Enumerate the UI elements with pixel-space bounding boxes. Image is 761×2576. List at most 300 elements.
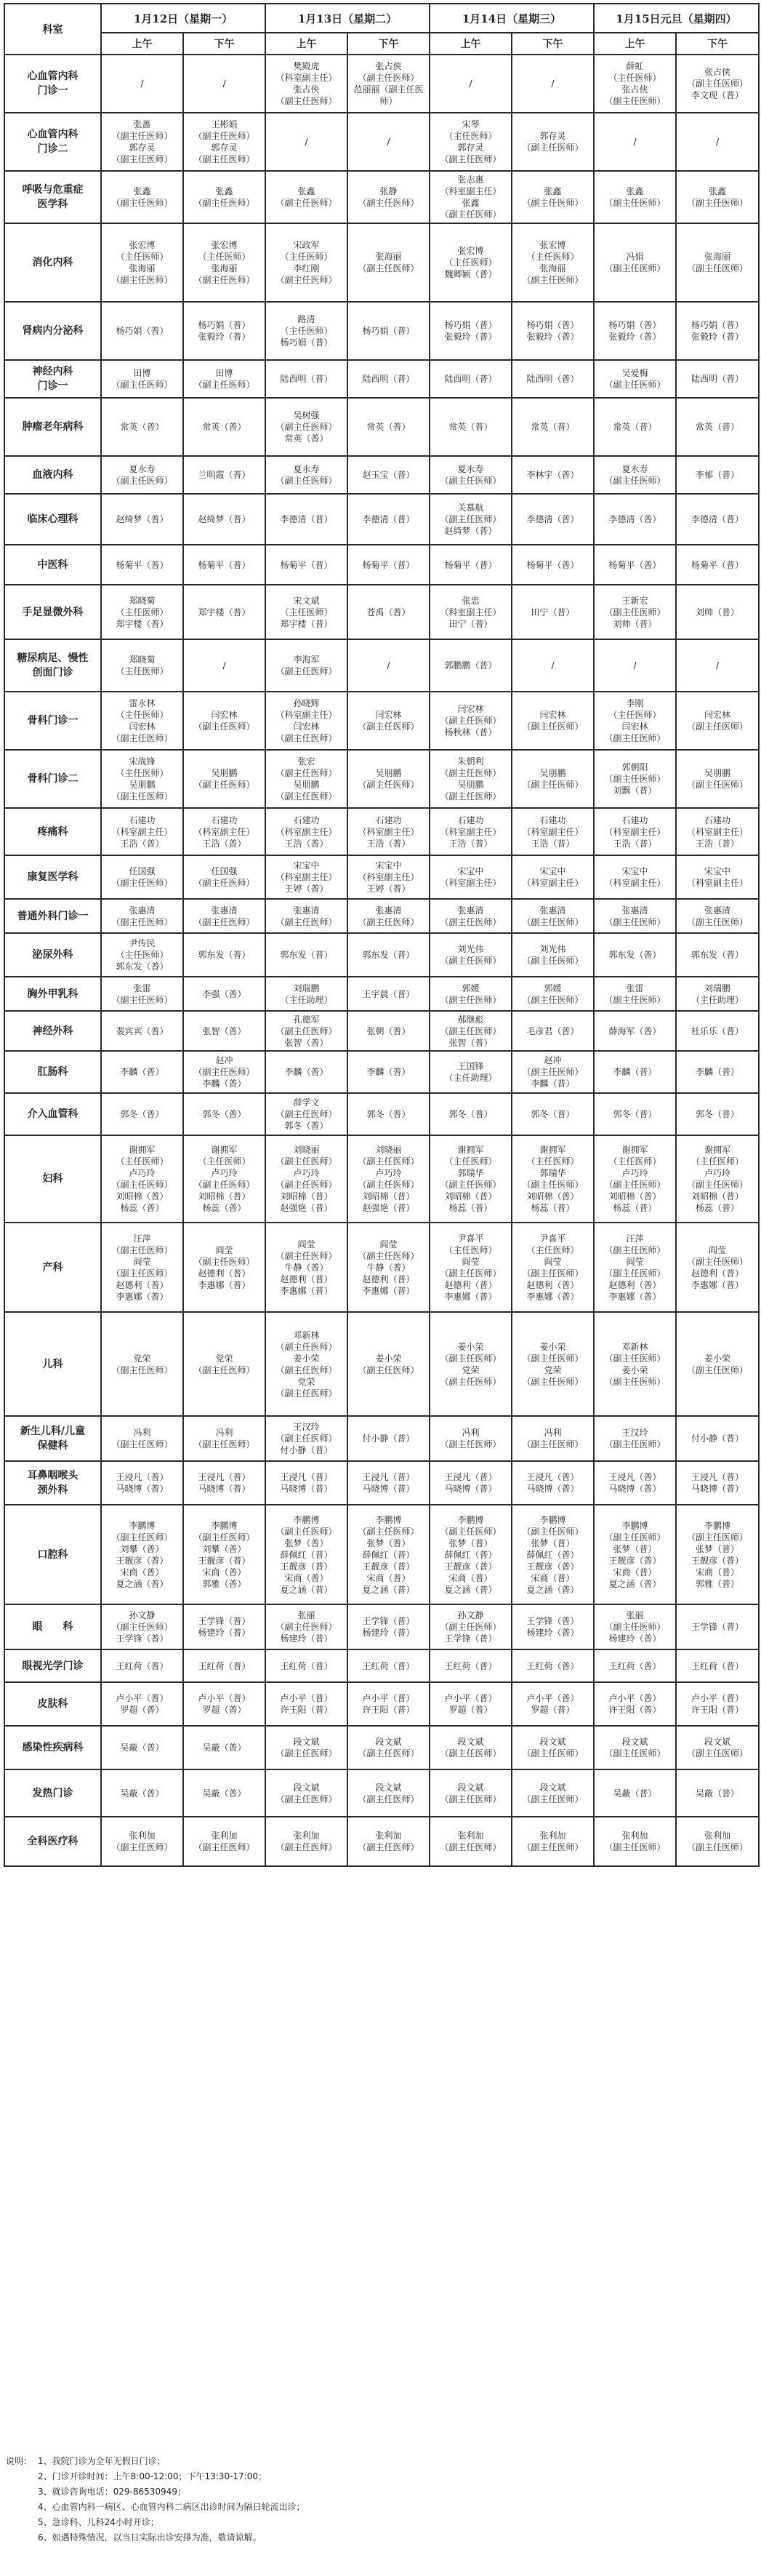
session-pm-header: 下午 bbox=[183, 33, 265, 55]
table-row bbox=[4, 639, 759, 692]
table-row bbox=[4, 1649, 759, 1682]
dept-name: 糖尿病足、慢性 创面门诊 bbox=[4, 639, 101, 692]
schedule-cell: 吴朋鹏 （副主任医师） bbox=[183, 750, 265, 808]
schedule-cell: 郭冬（普） bbox=[594, 1093, 676, 1135]
table-row bbox=[4, 585, 759, 639]
session-am-header: 上午 bbox=[594, 33, 676, 55]
schedule-cell: 张惠清 （副主任医师） bbox=[101, 899, 183, 933]
schedule-cell: 段文斌 （副主任医师） bbox=[676, 1726, 759, 1769]
schedule-cell: 张雷 （副主任医师） bbox=[101, 977, 183, 1011]
schedule-cell: 郭鹏鹏（普） bbox=[430, 639, 512, 692]
schedule-cell: 郭朝阳 （副主任医师） 刘飘（普） bbox=[594, 750, 676, 808]
schedule-cell: 石建功 （科室副主任） 王浩（普） bbox=[265, 808, 347, 855]
schedule-cell: 石建功 （科室副主任） 王浩（普） bbox=[183, 808, 265, 855]
notes-row bbox=[6, 2500, 754, 2515]
dept-name: 产科 bbox=[4, 1223, 101, 1312]
schedule-cell: 李德清（普） bbox=[676, 494, 759, 545]
notes-row bbox=[6, 2454, 754, 2469]
schedule-cell: 薛海军（普） bbox=[594, 1011, 676, 1051]
table-row bbox=[4, 1011, 759, 1051]
schedule-cell: 闫宏林 （副主任医师） bbox=[347, 692, 430, 750]
schedule-cell: 王红荷（普） bbox=[512, 1649, 594, 1682]
schedule-cell: 兰明霞（普） bbox=[183, 456, 265, 494]
note-item: 4、心血管内科一病区、心血管内科二病区出诊时间为隔日轮流出诊； bbox=[38, 2502, 305, 2512]
schedule-cell: 张海丽 （副主任医师） bbox=[676, 223, 759, 302]
schedule-cell: 常英（普） bbox=[183, 398, 265, 456]
schedule-cell: 孙文静 （副主任医师） 王学锋（普） bbox=[101, 1604, 183, 1649]
schedule-cell: 陆西明（普） bbox=[512, 360, 594, 398]
schedule-cell: 李林宇（普） bbox=[512, 456, 594, 494]
schedule-cell: / bbox=[183, 55, 265, 113]
schedule-cell: 刘瑞鹏 （主任助理） bbox=[265, 977, 347, 1011]
schedule-cell: 邓新林 （副主任医师） 姜小荣 （副主任医师） bbox=[594, 1312, 676, 1416]
schedule-cell: 陆西明（普） bbox=[265, 360, 347, 398]
schedule-cell: 郭东发（普） bbox=[265, 933, 347, 977]
schedule-cell: 王浸凡（普） 马晓博（普） bbox=[594, 1461, 676, 1505]
schedule-cell: 王学锋（普） bbox=[676, 1604, 759, 1649]
schedule-cell: 卢小平（普） 罗超（普） bbox=[183, 1682, 265, 1726]
schedule-cell: 吴蔽（普） bbox=[183, 1769, 265, 1817]
table-row bbox=[4, 113, 759, 171]
dept-name: 泌尿外科 bbox=[4, 933, 101, 977]
schedule-cell: 陆西明（普） bbox=[676, 360, 759, 398]
schedule-cell: 张鑫 （副主任医师） bbox=[594, 171, 676, 223]
schedule-cell: 常英（普） bbox=[676, 398, 759, 456]
schedule-cell: 段文斌 （副主任医师） bbox=[430, 1726, 512, 1769]
schedule-cell: 张鑫 （副主任医师） bbox=[512, 171, 594, 223]
schedule-cell: 李鹏博 （副主任医师） 张梦（普） 薛佩红（普） 王靓彦（普） 宋商（普） 夏之涵（普） bbox=[430, 1505, 512, 1604]
notes-section bbox=[6, 2454, 754, 2545]
schedule-cell: 尹喜平 （主任医师） 阎莹 （副主任医师） 赵德利（普） 李惠娜（普） bbox=[430, 1223, 512, 1312]
schedule-cell: 冯利 （副主任医师） bbox=[183, 1416, 265, 1461]
schedule-cell: 宋琴 （主任医师） 郭存灵 （副主任医师） bbox=[430, 113, 512, 171]
schedule-cell: 石建功 （科室副主任） 王浩（普） bbox=[512, 808, 594, 855]
table-row bbox=[4, 692, 759, 750]
schedule-cell: 李刚 （主任医师） 闫宏林 （副主任医师） bbox=[594, 692, 676, 750]
dept-name: 口腔科 bbox=[4, 1505, 101, 1604]
schedule-cell: 赵玉宝（普） bbox=[347, 456, 430, 494]
schedule-cell: 常英（普） bbox=[430, 398, 512, 456]
schedule-cell: 夏永寿 （副主任医师） bbox=[265, 456, 347, 494]
schedule-cell: 宋宝中 （科室副主任） bbox=[430, 855, 512, 899]
schedule-cell: 田博 （副主任医师） bbox=[183, 360, 265, 398]
schedule-cell: 张宏博 （主任医师） 魏卿颖（普） bbox=[430, 223, 512, 302]
schedule-cell: 任国强 （副主任医师） bbox=[183, 855, 265, 899]
schedule-cell: 卢小平（普） 许王阳（普） bbox=[676, 1682, 759, 1726]
dept-name: 肿瘤老年病科 bbox=[4, 398, 101, 456]
schedule-cell: 段文斌 （副主任医师） bbox=[512, 1769, 594, 1817]
schedule-cell: 王红荷（普） bbox=[676, 1649, 759, 1682]
schedule-cell: / bbox=[676, 113, 759, 171]
schedule-cell: 姜小荣 （副主任医师） bbox=[676, 1312, 759, 1416]
schedule-cell: 张占侠 （副主任医师） 李文现（普） bbox=[676, 55, 759, 113]
table-row bbox=[4, 302, 759, 360]
schedule-cell: 张利加 （副主任医师） bbox=[101, 1817, 183, 1866]
schedule-cell: 段文斌 （副主任医师） bbox=[347, 1726, 430, 1769]
schedule-cell: 樊殿虎 （科室副主任） 张占侠 （副主任医师） bbox=[265, 55, 347, 113]
schedule-cell: / bbox=[430, 55, 512, 113]
schedule-cell: 吴朋鹏 （副主任医师） bbox=[676, 750, 759, 808]
schedule-cell: 张宏博 （主任医师） 张海丽 （副主任医师） bbox=[101, 223, 183, 302]
schedule-cell: 谢拥军 （主任医师） 郭瑞华 （副主任医师） 刘昭棉（普） 杨蕊（普） bbox=[430, 1135, 512, 1223]
schedule-cell: 李鹏博 （副主任医师） 张梦（普） 薛佩红（普） 王靓彦（普） 宋商（普） 夏之涵（普） bbox=[347, 1505, 430, 1604]
schedule-cell: 郭冬（普） bbox=[101, 1093, 183, 1135]
schedule-cell: 宋文斌 （主任医师） 郑宇楼（普） bbox=[265, 585, 347, 639]
table-row bbox=[4, 1604, 759, 1649]
schedule-cell: 付小静（普） bbox=[676, 1416, 759, 1461]
schedule-cell: 王浸凡（普） 马晓博（普） bbox=[265, 1461, 347, 1505]
schedule-cell: / bbox=[512, 55, 594, 113]
schedule-cell: 常英（普） bbox=[347, 398, 430, 456]
schedule-cell: 朱朝利 （副主任医师） 吴朋鹏 （副主任医师） bbox=[430, 750, 512, 808]
schedule-cell: 宋战锋 （主任医师） 吴朋鹏 （副主任医师） bbox=[101, 750, 183, 808]
schedule-cell: 闫宏林 （副主任医师） 杨秋林（普） bbox=[430, 692, 512, 750]
schedule-cell: 邓新林 （副主任医师） 姜小荣 （副主任医师） 党荣 （副主任医师） bbox=[265, 1312, 347, 1416]
schedule-cell: / bbox=[512, 639, 594, 692]
schedule-cell: 李麟（普） bbox=[347, 1051, 430, 1093]
schedule-cell: 孔德军 （副主任医师） 张智（普） bbox=[265, 1011, 347, 1051]
notes-row bbox=[6, 2469, 754, 2484]
dept-column-header: 科室 bbox=[4, 4, 101, 55]
schedule-cell: 郭媛 （副主任医师） bbox=[430, 977, 512, 1011]
dept-name: 发热门诊 bbox=[4, 1769, 101, 1817]
schedule-cell: 王红荷（普） bbox=[183, 1649, 265, 1682]
dept-name: 感染性疾病科 bbox=[4, 1726, 101, 1769]
schedule-cell: 张惠清 （副主任医师） bbox=[347, 899, 430, 933]
schedule-cell: 李鹏博 （副主任医师） 张梦（普） 薛佩红（普） 王靓彦（普） 宋商（普） 夏之涵（普） bbox=[265, 1505, 347, 1604]
schedule-cell: / bbox=[594, 113, 676, 171]
dept-name: 心血管内科 门诊一 bbox=[4, 55, 101, 113]
schedule-cell: 张静 （副主任医师） bbox=[347, 171, 430, 223]
schedule-cell: 吴蔽（普） bbox=[101, 1769, 183, 1817]
table-row bbox=[4, 456, 759, 494]
schedule-cell: 吴朋鹏 （副主任医师） bbox=[512, 750, 594, 808]
schedule-cell: 闫宏林 （副主任医师） bbox=[512, 692, 594, 750]
day-header-mon: 1月12日（星期一） bbox=[101, 4, 265, 33]
dept-name: 介入血管科 bbox=[4, 1093, 101, 1135]
schedule-cell: 石建功 （科室副主任） 王浩（普） bbox=[430, 808, 512, 855]
schedule-cell: 冯利 （副主任医师） bbox=[430, 1416, 512, 1461]
schedule-cell: 常英（普） bbox=[512, 398, 594, 456]
schedule-cell: 田博 （副主任医师） bbox=[101, 360, 183, 398]
note-item: 5、急诊科、儿科24小时开诊； bbox=[38, 2517, 159, 2527]
schedule-cell: 张宏博 （主任医师） 张海丽 （副主任医师） bbox=[512, 223, 594, 302]
schedule-cell: / bbox=[676, 639, 759, 692]
note-item: 2、门诊开诊时间：上午8:00-12:00；下午13:30-17:00； bbox=[38, 2471, 267, 2481]
schedule-cell: 王红荷（普） bbox=[594, 1649, 676, 1682]
schedule-cell: 赵冲 （副主任医师） 李麟（普） bbox=[512, 1051, 594, 1093]
schedule-cell: 杨巧娟（普） bbox=[347, 302, 430, 360]
schedule-cell: 李麟（普） bbox=[594, 1051, 676, 1093]
schedule-cell: 张鑫 （副主任医师） bbox=[265, 171, 347, 223]
schedule-cell: 张丽 （副主任医师） 杨建玲（普） bbox=[594, 1604, 676, 1649]
schedule-cell: 李德清（普） bbox=[347, 494, 430, 545]
schedule-cell: 宋宝中 （科室副主任） 王婷（普） bbox=[265, 855, 347, 899]
schedule-cell: 石建功 （科室副主任） 王浩（普） bbox=[347, 808, 430, 855]
schedule-cell: 段文斌 （副主任医师） bbox=[594, 1726, 676, 1769]
schedule-cell: 阎莹 （副主任医师） 牛静（普） 赵德利（普） 李惠娜（普） bbox=[347, 1223, 430, 1312]
schedule-cell: 田宁（普） bbox=[512, 585, 594, 639]
dept-name: 血液内科 bbox=[4, 456, 101, 494]
schedule-cell: 杨菊平（普） bbox=[101, 545, 183, 585]
schedule-cell: 李德清（普） bbox=[265, 494, 347, 545]
schedule-cell: 石建功 （科室副主任） 王浩（普） bbox=[676, 808, 759, 855]
schedule-cell: 汪萍 （副主任医师） 阎莹 （副主任医师） 赵德利（普） 李惠娜（普） bbox=[594, 1223, 676, 1312]
table-row bbox=[4, 494, 759, 545]
schedule-cell: 段文斌 （副主任医师） bbox=[512, 1726, 594, 1769]
schedule-cell: 吴蔽（普） bbox=[594, 1769, 676, 1817]
schedule-cell: 常英（普） bbox=[101, 398, 183, 456]
schedule-cell: 张忠 （科室副主任） 田宁（普） bbox=[430, 585, 512, 639]
schedule-cell: 赵绮梦（普） bbox=[101, 494, 183, 545]
schedule-cell: 宋宝中 （科室副主任） 王婷（普） bbox=[347, 855, 430, 899]
table-row bbox=[4, 1416, 759, 1461]
schedule-cell: 郭东发（普） bbox=[347, 933, 430, 977]
schedule-cell: 郭冬（普） bbox=[676, 1093, 759, 1135]
schedule-cell: 李鹏博 （副主任医师） 张梦（普） 王靓彦（普） 宋商（普） 夏之涵（普） bbox=[594, 1505, 676, 1604]
schedule-cell: 李鹏博 （副主任医师） 张梦（普） 王靓彦（普） 宋商（普） 郭雅（普） bbox=[676, 1505, 759, 1604]
schedule-cell: 李德清（普） bbox=[594, 494, 676, 545]
schedule-cell: 谢拥军 （主任医师） 卢巧玲 （副主任医师） 刘昭棉（普） 杨蕊（普） bbox=[183, 1135, 265, 1223]
schedule-cell: 刘光伟 （副主任医师） bbox=[430, 933, 512, 977]
dept-name: 耳鼻咽喉头 颈外科 bbox=[4, 1461, 101, 1505]
schedule-cell: 郑晓菊 （主任医师） bbox=[101, 639, 183, 692]
schedule-cell: / bbox=[347, 639, 430, 692]
schedule-cell: 雷永林 （主任医师） 闫宏林 （副主任医师） bbox=[101, 692, 183, 750]
schedule-cell: 毛彦君（普） bbox=[512, 1011, 594, 1051]
notes-row bbox=[6, 2484, 754, 2500]
session-am-header: 上午 bbox=[430, 33, 512, 55]
schedule-cell: 张惠清 （副主任医师） bbox=[594, 899, 676, 933]
schedule-cell: 李强（普） bbox=[183, 977, 265, 1011]
dept-name: 消化内科 bbox=[4, 223, 101, 302]
schedule-cell: 闫宏林 （副主任医师） bbox=[183, 692, 265, 750]
table-row bbox=[4, 1223, 759, 1312]
dept-name: 神经内科 门诊一 bbox=[4, 360, 101, 398]
schedule-cell: 王浸凡（普） 马晓博（普） bbox=[430, 1461, 512, 1505]
schedule-cell: 卢小平（普） 许王阳（普） bbox=[594, 1682, 676, 1726]
schedule-cell: 段文斌 （副主任医师） bbox=[265, 1726, 347, 1769]
schedule-cell: 刘晓丽 （副主任医师） 卢巧玲 （副主任医师） 刘昭棉（普） 赵强艳（普） bbox=[265, 1135, 347, 1223]
schedule-cell: 张利加 （副主任医师） bbox=[347, 1817, 430, 1866]
dept-name: 新生儿科/儿童 保健科 bbox=[4, 1416, 101, 1461]
schedule-cell: 张惠清 （副主任医师） bbox=[430, 899, 512, 933]
schedule-cell: 路清 （主任医师） 杨巧娟（普） bbox=[265, 302, 347, 360]
schedule-cell: 杨菊平（普） bbox=[676, 545, 759, 585]
table-row bbox=[4, 1093, 759, 1135]
table-row bbox=[4, 1312, 759, 1416]
schedule-cell: 李鹏博 （副主任医师） 刘攀（普） 王靓彦（普） 宋商（普） 郭雅（普） bbox=[183, 1505, 265, 1604]
schedule-cell: 姜小荣 （副主任医师） 党荣 （副主任医师） bbox=[512, 1312, 594, 1416]
schedule-cell: 吴爱梅 （副主任医师） bbox=[594, 360, 676, 398]
schedule-cell: 卢小平（普） 罗超（普） bbox=[512, 1682, 594, 1726]
dept-name: 呼吸与危重症 医学科 bbox=[4, 171, 101, 223]
schedule-cell: 张惠清 （副主任医师） bbox=[265, 899, 347, 933]
table-row bbox=[4, 55, 759, 113]
schedule-cell: 杜乐乐（普） bbox=[676, 1011, 759, 1051]
schedule-cell: 张利加 （副主任医师） bbox=[183, 1817, 265, 1866]
table-row bbox=[4, 545, 759, 585]
session-am-header: 上午 bbox=[101, 33, 183, 55]
schedule-cell: 党荣 （副主任医师） bbox=[101, 1312, 183, 1416]
dept-name: 全科医疗科 bbox=[4, 1817, 101, 1866]
schedule-cell: 赵绮梦（普） bbox=[183, 494, 265, 545]
schedule-cell: 杨菊平（普） bbox=[183, 545, 265, 585]
dept-name: 普通外科门诊一 bbox=[4, 899, 101, 933]
table-row bbox=[4, 1051, 759, 1093]
table-row bbox=[4, 171, 759, 223]
day-header-thu: 1月15日元旦（星期四） bbox=[594, 4, 759, 33]
table-row bbox=[4, 398, 759, 456]
schedule-cell: 尹传民 （主任医师） 郭东发（普） bbox=[101, 933, 183, 977]
schedule-cell: 卢小平（普） 许王阳（普） bbox=[265, 1682, 347, 1726]
schedule-cell: 杨菊平（普） bbox=[512, 545, 594, 585]
table-row bbox=[4, 855, 759, 899]
schedule-cell: 王浸凡（普） 马晓博（普） bbox=[347, 1461, 430, 1505]
schedule-cell: 张惠清 （副主任医师） bbox=[183, 899, 265, 933]
schedule-cell: 吴树强 （副主任医师） 常英（普） bbox=[265, 398, 347, 456]
schedule-cell: 吴朋鹏 （副主任医师） bbox=[347, 750, 430, 808]
schedule-cell: 吴蔽（普） bbox=[101, 1726, 183, 1769]
schedule-cell: 杨菊平（普） bbox=[265, 545, 347, 585]
schedule-cell: 冯娟 （副主任医师） bbox=[594, 223, 676, 302]
schedule-cell: 张鑫 （副主任医师） bbox=[676, 171, 759, 223]
dept-name: 肾病内分泌科 bbox=[4, 302, 101, 360]
schedule-cell: 陆西明（普） bbox=[347, 360, 430, 398]
schedule-cell: 杨巧娟（普） 张毅玲（普） bbox=[676, 302, 759, 360]
schedule-cell: 李鹏博 （副主任医师） 刘攀（普） 王靓彦（普） 宋商（普） 夏之涵（普） bbox=[101, 1505, 183, 1604]
table-row bbox=[4, 1726, 759, 1769]
schedule-cell: 孙文静 （副主任医师） 王学锋（普） bbox=[430, 1604, 512, 1649]
dept-name: 妇科 bbox=[4, 1135, 101, 1223]
table-row bbox=[4, 1505, 759, 1604]
schedule-cell: 张利加 （副主任医师） bbox=[512, 1817, 594, 1866]
dept-name: 皮肤科 bbox=[4, 1682, 101, 1726]
schedule-cell: 王浸凡（普） 马晓博（普） bbox=[101, 1461, 183, 1505]
schedule-cell: 王红荷（普） bbox=[101, 1649, 183, 1682]
schedule-cell: 李麟（普） bbox=[265, 1051, 347, 1093]
table-row bbox=[4, 977, 759, 1011]
schedule-cell: 宋宝中 （科室副主任） bbox=[512, 855, 594, 899]
schedule-cell: 王浸凡（普） 马晓博（普） bbox=[183, 1461, 265, 1505]
schedule-cell: 李麟（普） bbox=[101, 1051, 183, 1093]
day-header-wed: 1月14日（星期三） bbox=[430, 4, 594, 33]
outpatient-schedule-table bbox=[4, 3, 760, 1867]
schedule-cell: 卢小平（普） 许王阳（普） bbox=[347, 1682, 430, 1726]
schedule-cell: 郑晓菊 （主任医师） 郑宇楼（普） bbox=[101, 585, 183, 639]
schedule-cell: 段文斌 （副主任医师） bbox=[265, 1769, 347, 1817]
schedule-cell: / bbox=[183, 639, 265, 692]
schedule-cell: 阎莹 （副主任医师） 赵德利（普） 李惠娜（普） bbox=[676, 1223, 759, 1312]
notes-row bbox=[6, 2515, 754, 2530]
dept-name: 疼痛科 bbox=[4, 808, 101, 855]
schedule-cell: 阎莹 （副主任医师） 牛静（普） 赵德利（普） 李惠娜（普） bbox=[265, 1223, 347, 1312]
schedule-cell: 谢拥军 （主任医师） 卢巧玲 （副主任医师） 刘昭棉（普） 杨蕊（普） bbox=[676, 1135, 759, 1223]
schedule-cell: 李麟（普） bbox=[676, 1051, 759, 1093]
schedule-cell: 冯利 （副主任医师） bbox=[101, 1416, 183, 1461]
schedule-cell: 杨菊平（普） bbox=[594, 545, 676, 585]
schedule-cell: 王宇晨（普） bbox=[347, 977, 430, 1011]
schedule-cell: 孙晓辉 （科室副主任） 闫宏林 （副主任医师） bbox=[265, 692, 347, 750]
schedule-cell: 党荣 （副主任医师） bbox=[183, 1312, 265, 1416]
schedule-cell: 张鑫 （副主任医师） bbox=[183, 171, 265, 223]
schedule-cell: 王红荷（普） bbox=[265, 1649, 347, 1682]
schedule-cell: 张利加 （副主任医师） bbox=[594, 1817, 676, 1866]
schedule-cell: 李海军 （副主任医师） bbox=[265, 639, 347, 692]
table-row bbox=[4, 1461, 759, 1505]
schedule-cell: 张鑫 （副主任医师） bbox=[101, 171, 183, 223]
session-pm-header: 下午 bbox=[676, 33, 759, 55]
schedule-cell: / bbox=[594, 639, 676, 692]
table-row bbox=[4, 933, 759, 977]
table-row bbox=[4, 1682, 759, 1726]
schedule-cell: 王学锋（普） 杨建玲（普） bbox=[347, 1604, 430, 1649]
dept-name: 临床心理科 bbox=[4, 494, 101, 545]
schedule-cell: 郭媛 （副主任医师） bbox=[512, 977, 594, 1011]
notes-label: 说明： bbox=[6, 2456, 33, 2466]
table-row bbox=[4, 1769, 759, 1817]
schedule-cell: 郑宇楼（普） bbox=[183, 585, 265, 639]
schedule-cell: 张惠清 （副主任医师） bbox=[676, 899, 759, 933]
schedule-cell: 夏永寿 （副主任医师） bbox=[101, 456, 183, 494]
schedule-cell: 宋宝中 （科室副主任） bbox=[594, 855, 676, 899]
schedule-cell: 宋宝中 （科室副主任） bbox=[676, 855, 759, 899]
schedule-cell: 张朝（普） bbox=[347, 1011, 430, 1051]
dept-name: 心血管内科 门诊二 bbox=[4, 113, 101, 171]
schedule-cell: 杨巧娟（普） 张毅玲（普） bbox=[512, 302, 594, 360]
schedule-cell: 杨巧娟（普） 张毅玲（普） bbox=[430, 302, 512, 360]
schedule-cell: 李鹏博 （副主任医师） 张梦（普） 薛佩红（普） 王靓彦（普） 宋商（普） 夏之涵（普） bbox=[512, 1505, 594, 1604]
dept-name: 中医科 bbox=[4, 545, 101, 585]
schedule-cell: 裴宾宾（普） bbox=[101, 1011, 183, 1051]
schedule-cell: 冯利 （副主任医师） bbox=[512, 1416, 594, 1461]
schedule-cell: 夏永寿 （副主任医师） bbox=[430, 456, 512, 494]
schedule-cell: 王汉玲 （副主任医师） 付小静（普） bbox=[265, 1416, 347, 1461]
schedule-cell: 尹喜平 （主任医师） 阎莹 （副主任医师） 赵德利（普） 李惠娜（普） bbox=[512, 1223, 594, 1312]
schedule-cell: 王国锋 （主任助理） bbox=[430, 1051, 512, 1093]
session-am-header: 上午 bbox=[265, 33, 347, 55]
schedule-cell: 王浸凡（普） 马晓博（普） bbox=[676, 1461, 759, 1505]
dept-name: 骨科门诊一 bbox=[4, 692, 101, 750]
schedule-cell: 张利加 （副主任医师） bbox=[430, 1817, 512, 1866]
table-row bbox=[4, 1817, 759, 1866]
schedule-cell: 杨菊平（普） bbox=[347, 545, 430, 585]
note-item: 6、如遇特殊情况，以当日实际出诊安排为准，敬请谅解。 bbox=[38, 2532, 262, 2543]
schedule-cell: 郭冬（普） bbox=[347, 1093, 430, 1135]
schedule-cell: 郭东发（普） bbox=[594, 933, 676, 977]
schedule-cell: 阎莹 （副主任医师） 赵德利（普） 李惠娜（普） bbox=[183, 1223, 265, 1312]
table-row bbox=[4, 750, 759, 808]
session-pm-header: 下午 bbox=[512, 33, 594, 55]
schedule-cell: 张惠清 （副主任医师） bbox=[512, 899, 594, 933]
table-row bbox=[4, 899, 759, 933]
schedule-cell: 张智（普） bbox=[183, 1011, 265, 1051]
schedule-cell: / bbox=[347, 113, 430, 171]
session-pm-header: 下午 bbox=[347, 33, 430, 55]
schedule-body bbox=[4, 55, 759, 1866]
dept-name: 眼视光学门诊 bbox=[4, 1649, 101, 1682]
schedule-cell: 夏永寿 （副主任医师） bbox=[594, 456, 676, 494]
note-item: 1、我院门诊为全年无假日门诊； bbox=[38, 2456, 166, 2466]
header-date-row bbox=[4, 4, 759, 33]
schedule-cell: 谢拥军 （主任医师） 卢巧玲 （副主任医师） 刘昭棉（普） 杨蕊（普） bbox=[594, 1135, 676, 1223]
table-row bbox=[4, 223, 759, 302]
schedule-cell: 卢小平（普） 罗超（普） bbox=[430, 1682, 512, 1726]
schedule-cell: 王新宏 （副主任医师） 刘帅（普） bbox=[594, 585, 676, 639]
dept-name: 胸外甲乳科 bbox=[4, 977, 101, 1011]
notes-row bbox=[6, 2530, 754, 2545]
table-row bbox=[4, 360, 759, 398]
